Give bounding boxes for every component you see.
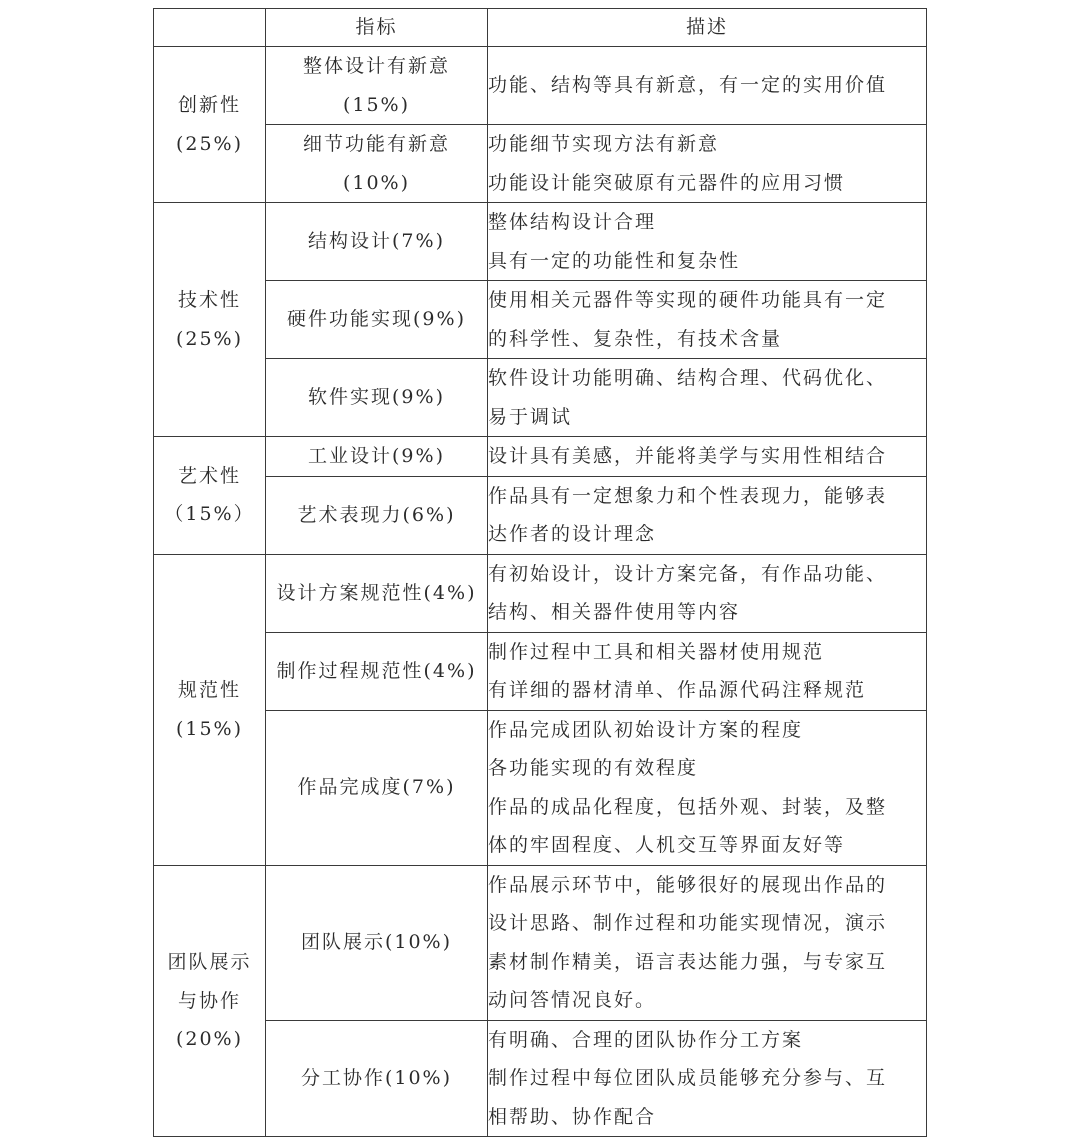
- table-row: [154, 632, 927, 710]
- table-row: [154, 203, 927, 281]
- indicator-text: 硬件功能实现(9%): [287, 308, 466, 331]
- category-name: [154, 943, 265, 1020]
- description-cell: [488, 1020, 927, 1137]
- description-cell: [488, 437, 927, 477]
- description-line: 具有一定的功能性和复杂性: [488, 249, 741, 272]
- indicator-text: 分工协作(10%): [300, 1067, 453, 1089]
- table-row: [154, 865, 927, 1020]
- header-indicator: 指标: [266, 9, 488, 47]
- category-weight: (15%): [175, 717, 244, 740]
- indicator-text: (15%): [342, 93, 411, 116]
- category-weight: (25%): [175, 132, 244, 155]
- description-line: 有详细的器材清单、作品源代码注释规范: [488, 679, 867, 701]
- indicator-text: 作品完成度(7%): [297, 776, 456, 799]
- description-line: 相帮助、协作配合: [488, 1105, 657, 1128]
- header-description: 描述: [488, 9, 927, 47]
- description-line: 作品具有一定想象力和个性表现力，能够表: [488, 484, 888, 507]
- description-cell: [488, 47, 927, 125]
- indicator-cell: [266, 281, 488, 359]
- description-cell: [488, 554, 927, 632]
- description-line: 各功能实现的有效程度: [488, 757, 699, 779]
- indicator-cell: [266, 632, 488, 710]
- header-corner-cell: [154, 9, 266, 47]
- indicator-text: 制作过程规范性(4%): [276, 659, 477, 682]
- table-row: [154, 476, 927, 554]
- description-line: 功能设计能突破原有元器件的应用习惯: [488, 171, 846, 194]
- table-header-row: [154, 9, 927, 47]
- description-line: 有明确、合理的团队协作分工方案: [488, 1028, 804, 1051]
- indicator-text: 艺术表现力(6%): [297, 503, 456, 526]
- table-row: [154, 1020, 927, 1137]
- category-name-line: 与协作: [177, 989, 241, 1012]
- description-cell: [488, 710, 927, 865]
- rubric-frame: [153, 8, 926, 1137]
- description-line: 有初始设计，设计方案完备，有作品功能、: [488, 562, 888, 585]
- indicator-cell: [266, 710, 488, 865]
- category-name: 艺术性: [177, 464, 241, 487]
- category-weight: (25%): [175, 327, 244, 350]
- description-line: 作品的成品化程度，包括外观、封装，及整: [488, 795, 888, 818]
- category-cell: [154, 203, 266, 437]
- description-line: 设计思路、制作过程和功能实现情况，演示: [488, 912, 888, 934]
- indicator-text: 细节功能有新意: [302, 133, 450, 155]
- indicator-text: 团队展示(10%): [300, 931, 453, 954]
- indicator-text: 设计方案规范性(4%): [276, 581, 477, 604]
- description-line: 的科学性、复杂性，有技术含量: [488, 327, 783, 350]
- description-line: 整体结构设计合理: [488, 211, 657, 233]
- table-row: [154, 125, 927, 203]
- indicator-cell: [266, 47, 488, 125]
- description-line: 易于调试: [488, 405, 573, 428]
- indicator-cell: [266, 476, 488, 554]
- description-line: 功能、结构等具有新意，有一定的实用价值: [488, 74, 888, 97]
- category-weight: (20%): [175, 1028, 244, 1050]
- category-cell: [154, 47, 266, 203]
- indicator-text: 工业设计(9%): [308, 445, 445, 467]
- description-line: 达作者的设计理念: [488, 523, 657, 545]
- scoring-rubric-table: [153, 8, 927, 1137]
- category-name: 创新性: [177, 94, 241, 116]
- indicator-cell: [266, 554, 488, 632]
- description-line: 作品展示环节中，能够很好的展现出作品的: [488, 873, 888, 896]
- description-cell: [488, 281, 927, 359]
- indicator-text: 软件实现(9%): [308, 386, 445, 409]
- category-name: 技术性: [177, 289, 241, 311]
- description-line: 使用相关元器件等实现的硬件功能具有一定: [488, 289, 888, 311]
- description-cell: [488, 632, 927, 710]
- indicator-text: (10%): [342, 171, 411, 194]
- description-line: 动问答情况良好。: [488, 989, 657, 1011]
- category-cell: [154, 437, 266, 555]
- indicator-cell: [266, 437, 488, 477]
- indicator-text: 整体设计有新意: [302, 55, 450, 77]
- indicator-text: 结构设计(7%): [308, 230, 445, 253]
- table-body: [154, 47, 927, 1137]
- description-cell: [488, 476, 927, 554]
- category-name-line: 团队展示: [167, 951, 252, 973]
- description-cell: [488, 203, 927, 281]
- description-line: 结构、相关器件使用等内容: [488, 601, 741, 623]
- category-cell: [154, 554, 266, 865]
- indicator-cell: [266, 1020, 488, 1137]
- description-line: 体的牢固程度、人机交互等界面友好等: [488, 834, 846, 856]
- description-line: 作品完成团队初始设计方案的程度: [488, 718, 804, 741]
- description-line: 素材制作精美，语言表达能力强，与专家互: [488, 950, 888, 973]
- indicator-cell: [266, 865, 488, 1020]
- table-row: [154, 359, 927, 437]
- description-line: 制作过程中工具和相关器材使用规范: [488, 640, 825, 663]
- description-line: 软件设计功能明确、结构合理、代码优化、: [488, 367, 888, 389]
- category-cell: [154, 865, 266, 1137]
- indicator-cell: [266, 203, 488, 281]
- indicator-cell: [266, 359, 488, 437]
- description-cell: [488, 359, 927, 437]
- category-name: 规范性: [177, 679, 241, 701]
- table-row: [154, 281, 927, 359]
- table-row: [154, 710, 927, 865]
- description-cell: [488, 125, 927, 203]
- indicator-cell: [266, 125, 488, 203]
- table-row: [154, 554, 927, 632]
- description-line: 制作过程中每位团队成员能够充分参与、互: [488, 1067, 888, 1089]
- category-weight: （15%）: [164, 503, 255, 526]
- description-cell: [488, 865, 927, 1020]
- description-line: 功能细节实现方法有新意: [488, 133, 720, 155]
- description-line: 设计具有美感，并能将美学与实用性相结合: [488, 445, 888, 467]
- table-row: [154, 47, 927, 125]
- table-row: [154, 437, 927, 477]
